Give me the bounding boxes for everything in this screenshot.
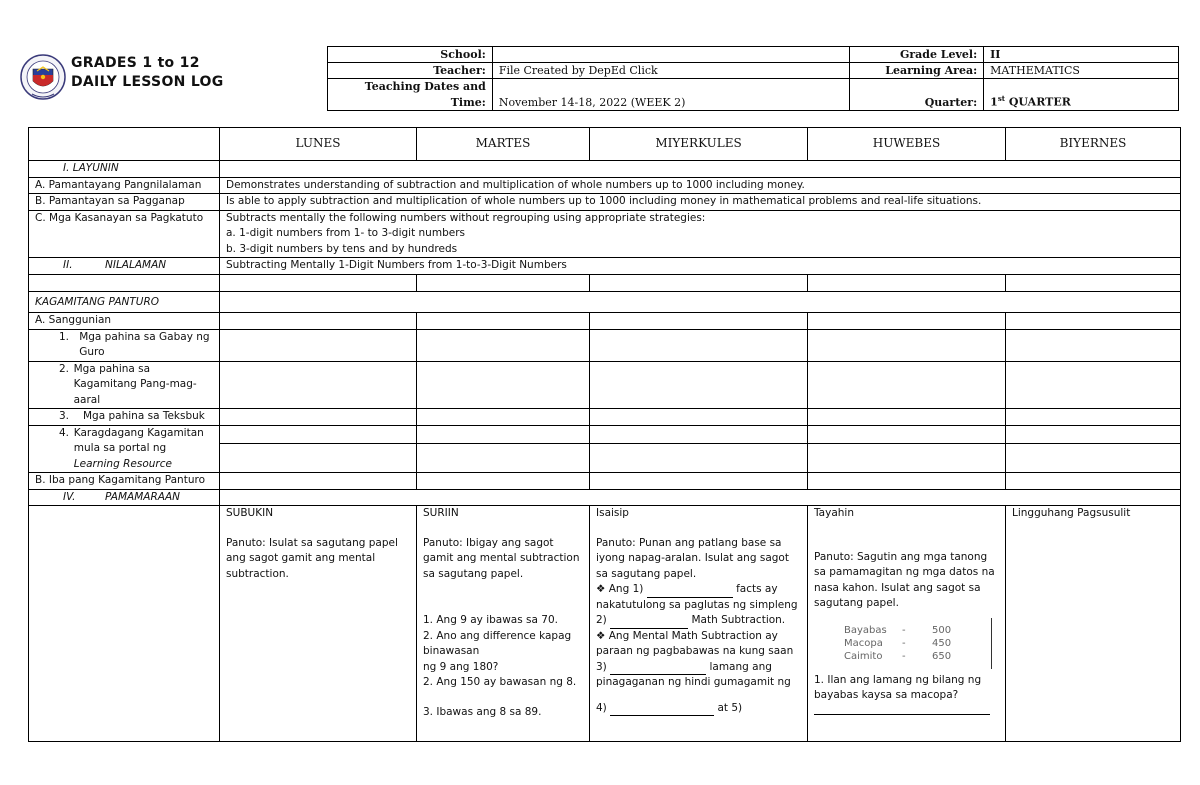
blank-answer-1[interactable] bbox=[647, 587, 733, 598]
content-standard-label: A. Pamantayang Pangnilalaman bbox=[29, 177, 220, 194]
teacher-label: Teacher: bbox=[328, 63, 493, 79]
iba-pang-kagamitan-label: B. Iba pang Kagamitang Panturo bbox=[29, 473, 220, 490]
grade-level-label: Grade Level: bbox=[850, 47, 984, 63]
blank-row bbox=[29, 274, 1181, 291]
performance-standard-label: B. Pamantayan sa Pagganap bbox=[29, 194, 220, 211]
tayahin-question-1: 1. Ilan ang lamang ng bilang ng bayabas kaysa sa macopa? bbox=[814, 673, 982, 701]
deped-seal-logo bbox=[20, 47, 66, 107]
procedure-martes bbox=[417, 506, 590, 742]
nilalaman-row bbox=[29, 258, 1181, 275]
sanggunian-label: A. Sanggunian bbox=[29, 313, 220, 330]
fruit-row: Bayabas - 500 bbox=[844, 624, 952, 636]
lesson-log-table bbox=[28, 127, 1181, 742]
isaisip-point-1: ❖ Ang 1) facts ay nakatutulong sa paglutas ng simpleng 2) Math Subtraction. bbox=[596, 582, 801, 629]
nilalaman-heading: II. NILALAMAN bbox=[29, 258, 220, 275]
suriin-heading: SURIIN bbox=[423, 507, 459, 519]
header-info-table bbox=[327, 46, 1179, 111]
teksbuk-label: Mga pahina sa Teksbuk bbox=[83, 410, 205, 422]
form-title-line1: GRADES 1 to 12 bbox=[71, 55, 200, 71]
corner-cell bbox=[29, 128, 220, 161]
layunin-heading: I. LAYUNIN bbox=[29, 161, 220, 178]
quarter-value[interactable]: 1st QUARTER bbox=[984, 79, 1179, 111]
kagamitan-heading: KAGAMITANG PANTURO bbox=[29, 291, 220, 313]
suriin-item: 2. Ano ang difference kapag binawasan bbox=[423, 629, 572, 657]
day-header-martes: MARTES bbox=[417, 128, 590, 161]
competencies-row bbox=[29, 210, 1181, 258]
competencies-label: C. Mga Kasanayan sa Pagkatuto bbox=[29, 210, 220, 258]
karagdagan-row-a: 4. Karagdagang Kagamitan mula sa portal ng Learning Resource bbox=[29, 425, 1181, 444]
day-header-huwebes: HUWEBES bbox=[808, 128, 1006, 161]
blank-answer-2[interactable] bbox=[610, 618, 688, 629]
blank-answer-3[interactable] bbox=[610, 664, 706, 675]
layunin-row bbox=[29, 161, 1181, 178]
form-title-line2: DAILY LESSON LOG bbox=[71, 74, 224, 90]
iba-pang-kagamitan-row bbox=[29, 473, 1181, 490]
learning-area-label: Learning Area: bbox=[850, 63, 984, 79]
grade-level-value[interactable]: II bbox=[984, 47, 1179, 63]
fruit-data-box bbox=[814, 618, 992, 669]
teaching-dates-label: Teaching Dates and Time: bbox=[328, 79, 493, 111]
answer-line[interactable] bbox=[814, 704, 990, 715]
suriin-item: ng 9 ang 180? bbox=[423, 660, 499, 673]
day-header-lunes: LUNES bbox=[220, 128, 417, 161]
suriin-item: 1. Ang 9 ay ibawas sa 70. bbox=[423, 614, 558, 626]
content-standard-value: Demonstrates understanding of subtraction and multiplication of whole numbers up to 1000 including money. bbox=[220, 177, 1181, 194]
teaching-dates-value[interactable]: November 14-18, 2022 (WEEK 2) bbox=[492, 79, 849, 111]
tayahin-instructions: Panuto: Sagutin ang mga tanong sa pamamagitan ng mga datos na nasa kahon. Isulat ang sagot sa sagutang papel. bbox=[814, 550, 995, 609]
pamamaraan-heading: IV. PAMAMARAAN bbox=[29, 489, 220, 506]
fruit-row: Caimito - 650 bbox=[844, 650, 952, 662]
teksbuk-row: 3. Mga pahina sa Teksbuk bbox=[29, 409, 1181, 426]
suriin-instructions: Panuto: Ibigay ang sagot gamit ang mental subtraction sa sagutang papel. bbox=[423, 536, 580, 580]
isaisip-point-3: 4) at 5) bbox=[596, 701, 801, 717]
tayahin-heading: Tayahin bbox=[814, 507, 854, 519]
performance-standard-row bbox=[29, 194, 1181, 211]
school-label: School: bbox=[328, 47, 493, 63]
gabay-row: 1. Mga pahina sa Gabay ng Guro bbox=[29, 329, 1181, 361]
kagamitan-row bbox=[29, 291, 1181, 313]
suriin-item: 3. Ibawas ang 8 sa 89. bbox=[423, 705, 542, 718]
procedure-miyerkules bbox=[590, 506, 808, 742]
nilalaman-value: Subtracting Mentally 1-Digit Numbers from 1-to-3-Digit Numbers bbox=[220, 258, 1181, 275]
suriin-item: 2. Ang 150 ay bawasan ng 8. bbox=[423, 676, 577, 688]
kagamitang-pang-mag-aaral-row: 2. Mga pahina sa Kagamitang Pang-mag-aaral bbox=[29, 361, 1181, 409]
subukin-instructions: Panuto: Isulat sa sagutang papel ang sagot gamit ang mental subtraction. bbox=[226, 536, 398, 580]
procedure-huwebes bbox=[808, 506, 1006, 742]
procedure-biyernes bbox=[1006, 506, 1181, 742]
fruit-row: Macopa - 450 bbox=[844, 637, 952, 649]
teacher-value[interactable]: File Created by DepEd Click bbox=[492, 63, 849, 79]
learning-area-value[interactable]: MATHEMATICS bbox=[984, 63, 1179, 79]
lingguhang-pagsusulit-heading: Lingguhang Pagsusulit bbox=[1012, 507, 1131, 519]
pamamaraan-row bbox=[29, 489, 1181, 506]
competencies-value: Subtracts mentally the following numbers without regrouping using appropriate strategies: a. 1-digit numbers from 1- to 3-digit numbers b. 3-digit numbers by tens and by hundreds bbox=[220, 210, 1181, 258]
procedure-lunes bbox=[220, 506, 417, 742]
isaisip-heading: Isaisip bbox=[596, 507, 629, 519]
procedure-row bbox=[29, 506, 1181, 742]
day-header-miyerkules: MIYERKULES bbox=[590, 128, 808, 161]
karagdagan-label: Karagdagang Kagamitan mula sa portal ng Learning Resource bbox=[73, 426, 204, 470]
day-header-row bbox=[29, 128, 1181, 161]
subukin-heading: SUBUKIN bbox=[226, 507, 274, 519]
sanggunian-row bbox=[29, 313, 1181, 330]
performance-standard-value: Is able to apply subtraction and multiplication of whole numbers up to 1000 including money in mathematical problems and real-life situations. bbox=[220, 194, 1181, 211]
kagamitang-mag-aaral-label: Mga pahina sa Kagamitang Pang-mag-aaral bbox=[73, 362, 197, 406]
day-header-biyernes: BIYERNES bbox=[1006, 128, 1181, 161]
blank-answer-4[interactable] bbox=[610, 705, 714, 716]
school-value[interactable] bbox=[492, 47, 849, 63]
isaisip-point-2: ❖ Ang Mental Math Subtraction ay paraan ng pagbabawas na kung saan 3) lamang ang pinagaganan ng hindi gumagamit ng bbox=[596, 629, 794, 688]
isaisip-instructions: Panuto: Punan ang patlang base sa iyong napag-aralan. Isulat ang sagot sa sagutang papel. bbox=[596, 536, 789, 580]
gabay-label: Mga pahina sa Gabay ng Guro bbox=[79, 330, 210, 358]
content-standard-row bbox=[29, 177, 1181, 194]
quarter-label: Quarter: bbox=[850, 79, 984, 111]
